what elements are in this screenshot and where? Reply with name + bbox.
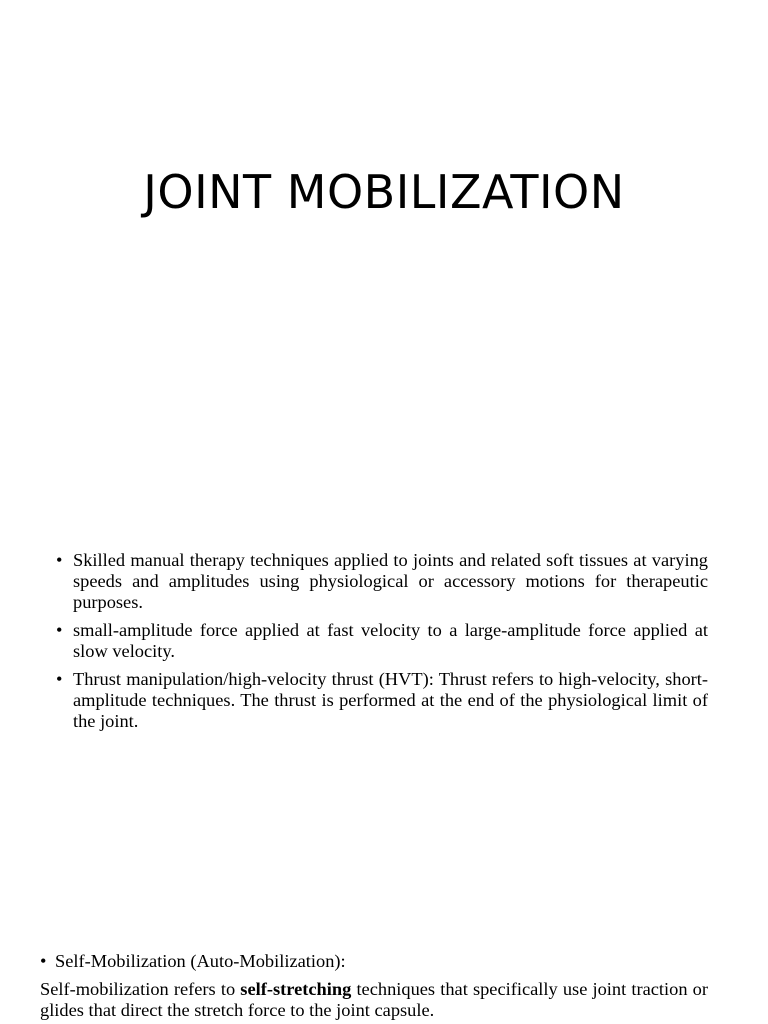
- paragraph-text-end: techniques that specifically use joint traction or glides that direct the stretch force to the joint capsule.: [40, 979, 708, 1020]
- bullet-text: small-amplitude force applied at fast velocity to a large-amplitude force applied at slow velocity.: [73, 620, 708, 661]
- bullet-icon: •: [56, 620, 63, 640]
- bullet-icon: •: [40, 951, 47, 971]
- bullet-icon: •: [56, 669, 63, 689]
- bullet-icon: •: [56, 550, 63, 570]
- bullet-item: [56, 620, 708, 662]
- section-heading-text: Self-Mobilization (Auto-Mobilization):: [55, 951, 346, 971]
- paragraph-bold-term: self-stretching: [240, 979, 352, 999]
- bullet-text: Thrust manipulation/high-velocity thrust (HVT): Thrust refers to high-velocity, short-amplitude techniques. The thrust is performed at the end of the physiological limit of the joint.: [73, 669, 708, 731]
- section-heading: [40, 951, 708, 972]
- bullet-item: [56, 669, 708, 732]
- self-mobilization-section: [40, 951, 708, 1021]
- section-paragraph: [40, 979, 708, 1021]
- definition-bullet-list: [56, 550, 708, 739]
- page-title: JOINT MOBILIZATION: [143, 165, 625, 219]
- bullet-text: Skilled manual therapy techniques applied to joints and related soft tissues at varying speeds and amplitudes using physiological or accessory motions for therapeutic purposes.: [73, 550, 708, 612]
- bullet-item: [56, 550, 708, 613]
- paragraph-text-start: Self-mobilization refers to: [40, 979, 241, 999]
